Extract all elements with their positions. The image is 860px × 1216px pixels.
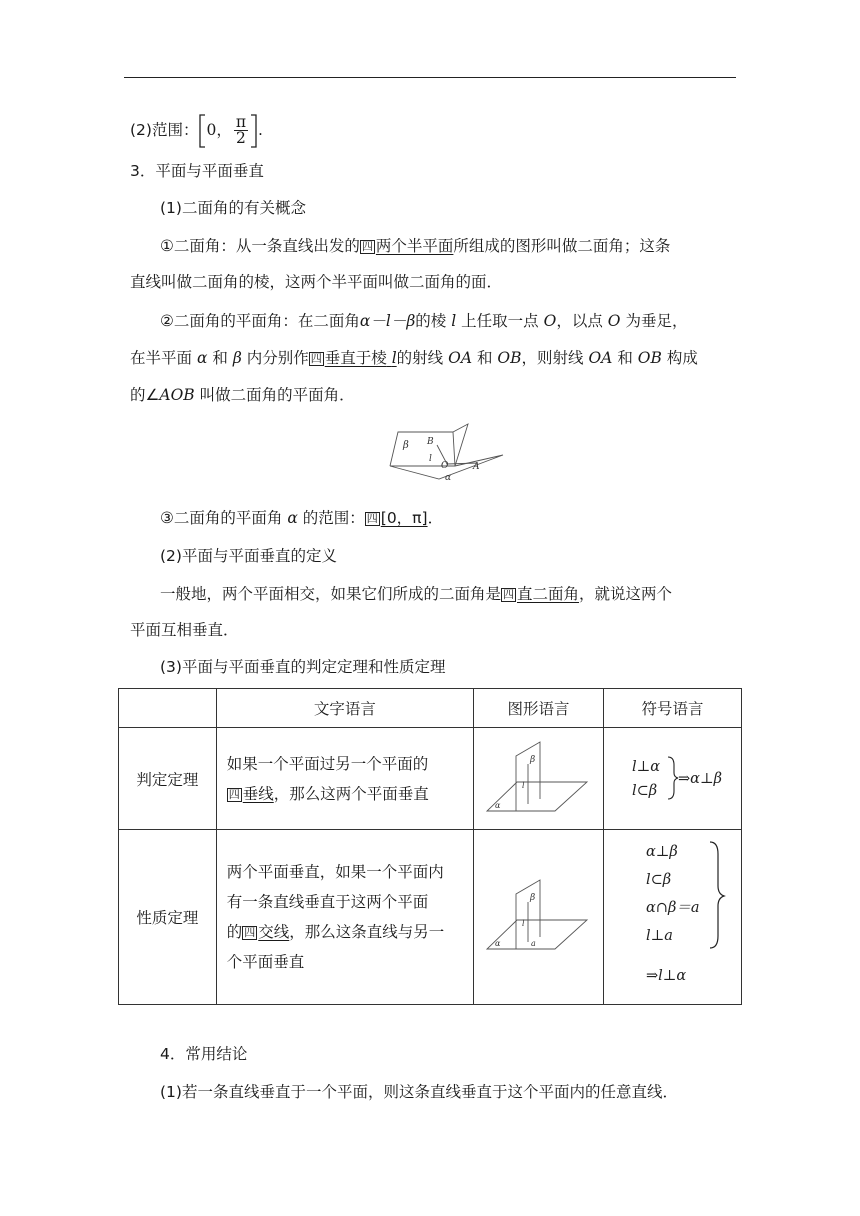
p2-text-c: 上任取一点 [461, 312, 539, 330]
right-brace-icon [668, 757, 678, 799]
sym-l-subset-beta: l⊂β [645, 872, 672, 888]
p2-text-d: ，以点 [556, 312, 603, 330]
p2-text-a: ②二面角的平面角：在二面角 [160, 312, 360, 330]
sym-l-perp-a: l⊥a [645, 928, 673, 944]
p2-l2-e: 构成 [666, 349, 698, 367]
range-line: (2)范围： 0， $\frac{\pi}{2}$ . [130, 113, 263, 147]
right-bracket-icon [250, 114, 258, 148]
row2-text-3a: 的 [226, 923, 243, 941]
p2-beta: β [232, 349, 242, 367]
row2-answer: 交线 [258, 923, 290, 941]
p1-text-b: 所组成的图形叫做二面角；这条 [453, 237, 671, 255]
perpendicular-planes-figure [483, 876, 595, 954]
p2-text-b: 的棱 [415, 312, 447, 330]
fig2-alpha: α [494, 800, 500, 810]
p2-and3: 和 [617, 349, 633, 367]
table-row [119, 728, 742, 830]
perpendicular-planes-figure [483, 738, 595, 816]
answer-badge: 四 [503, 588, 515, 601]
row-symbol [603, 728, 741, 830]
p2-expr: α－l－β [359, 312, 416, 330]
fig1-beta: β [403, 440, 409, 451]
row2-text-line4: 个平面垂直 [226, 953, 305, 971]
symbol-block-1 [604, 747, 740, 807]
row1-answer: 垂线 [242, 784, 274, 803]
p3-answer: [0，π] [380, 509, 428, 527]
section-3-3-title: (3)平面与平面垂直的判定定理和性质定理 [160, 658, 446, 676]
paragraph-3 [160, 508, 443, 528]
right-brace-icon [710, 842, 724, 948]
sym-alpha-perp-beta: α⊥β [645, 844, 678, 860]
row1-text-line2 [217, 779, 473, 809]
dihedral-angle-figure [385, 422, 505, 484]
p2-answer-l: l [391, 349, 397, 367]
p2-and: 和 [212, 349, 228, 367]
p4-text-a: 一般地，两个平面相交，如果它们所成的二面角是 [160, 585, 502, 603]
p3-text-c: ． [427, 509, 444, 527]
row1-text-rest: ，那么这两个平面垂直 [273, 784, 429, 803]
p2-var-O2: O [607, 312, 621, 330]
answer-badge: 四 [361, 240, 373, 253]
fig3-beta: β [529, 893, 535, 903]
p1-text-a: ①二面角：从一条直线出发的 [160, 237, 360, 255]
fraction-numerator: π [235, 113, 247, 131]
table-header-cell: 文字语言 [216, 689, 473, 728]
p2-answer [325, 349, 397, 367]
sym-conclusion: ⇒α⊥β [677, 770, 722, 787]
p2-l2-b: 内分别作 [246, 349, 309, 367]
p2-l2-c: 的射线 [396, 349, 444, 367]
p2-text-e: 为垂足， [625, 312, 688, 330]
theorem-table [118, 688, 742, 1005]
row-name: 判定定理 [119, 728, 217, 830]
p3-alpha: α [287, 509, 298, 527]
table-header-row [119, 689, 742, 728]
range-fraction [234, 115, 248, 146]
p4-answer: 直二面角 [517, 585, 580, 603]
fig1-O: O [441, 461, 449, 471]
fig1-B: B [427, 437, 434, 447]
p2-var-O: O [543, 312, 557, 330]
range-lower: 0 [206, 121, 217, 139]
answer-badge: 四 [228, 787, 240, 801]
table-header-cell: 图形语言 [474, 689, 604, 728]
p2-OB: OB [497, 349, 522, 367]
p2-l3-b: 叫做二面角的平面角． [199, 386, 355, 404]
row1-text-line1: 如果一个平面过另一个平面的 [226, 754, 429, 773]
row-text [216, 728, 473, 830]
row2-text-line2: 有一条直线垂直于这两个平面 [226, 893, 429, 911]
row2-text-line3 [217, 917, 473, 947]
table-header-cell: 符号语言 [603, 689, 741, 728]
section-3-2-title: (2)平面与平面垂直的定义 [160, 547, 337, 565]
p2-answer-text: 垂直于棱 [324, 349, 387, 367]
fig2-l: l [521, 780, 525, 790]
p2-alpha: α [196, 349, 208, 367]
sym-conclusion: ⇒l⊥α [645, 968, 687, 984]
paragraph-2-line-1 [160, 311, 687, 331]
paragraph-1-line-2: 直线叫做二面角的棱，这两个半平面叫做二面角的面． [130, 273, 503, 291]
answer-badge: 四 [310, 352, 322, 365]
p3-text-a: ③二面角的平面角 [160, 509, 283, 527]
sym-l-perp-alpha: l⊥α [631, 758, 661, 775]
fig1-l: l [429, 454, 432, 464]
header-rule [124, 77, 736, 78]
fig1-A: A [473, 462, 480, 472]
p2-AOB: AOB [159, 386, 195, 404]
plane-beta-fold [453, 424, 468, 466]
answer-badge: 四 [366, 512, 378, 525]
row-text [216, 830, 473, 1005]
p2-OB2: OB [637, 349, 662, 367]
p4-text-b: ，就说这两个 [579, 585, 673, 603]
fig2-beta: β [529, 754, 535, 765]
fraction-denominator: 2 [236, 129, 246, 147]
paragraph-2-line-2 [130, 348, 698, 368]
section-4-item-1: (1)若一条直线垂直于一个平面，则这条直线垂直于这个平面内的任意直线． [160, 1083, 678, 1101]
section-4-title: 4．常用结论 [160, 1045, 248, 1063]
sym-l-subset-beta: l⊂β [631, 782, 658, 799]
paragraph-1-line-1 [160, 236, 670, 256]
table-row [119, 830, 742, 1005]
fig3-a: a [530, 939, 536, 948]
p2-var-l: l [451, 312, 457, 330]
p3-text-b: 的范围： [302, 509, 365, 527]
row-symbol [603, 830, 741, 1005]
p2-l2-a: 在半平面 [130, 349, 193, 367]
p2-OA: OA [448, 349, 473, 367]
p2-l2-d: ，则射线 [521, 349, 584, 367]
row-name: 性质定理 [119, 830, 217, 1005]
p2-and2: 和 [476, 349, 493, 367]
row2-text-line1: 两个平面垂直，如果一个平面内 [226, 863, 444, 881]
range-prefix: (2)范围： [130, 121, 199, 139]
paragraph-4-line-1 [160, 584, 672, 604]
row-figure [474, 728, 604, 830]
section-3-1-title: (1)二面角的有关概念 [160, 199, 306, 217]
section-3-title: 3．平面与平面垂直 [130, 162, 264, 180]
p2-l3-a: 的∠ [130, 386, 160, 404]
p1-answer: 两个半平面 [375, 237, 454, 255]
table-header-cell [119, 689, 217, 728]
paragraph-4-line-2: 平面互相垂直． [130, 621, 239, 639]
row2-text-3b: ，那么这条直线与另一 [289, 923, 445, 941]
fig1-alpha: α [445, 473, 452, 483]
fig3-l: l [521, 919, 525, 928]
paragraph-2-line-3 [130, 385, 355, 405]
answer-badge: 四 [244, 926, 256, 939]
sym-intersection: α∩β＝a [645, 900, 700, 916]
symbol-block-2 [604, 830, 740, 1000]
fig3-alpha: α [494, 939, 500, 948]
p2-OA2: OA [588, 349, 613, 367]
row-figure [474, 830, 604, 1005]
